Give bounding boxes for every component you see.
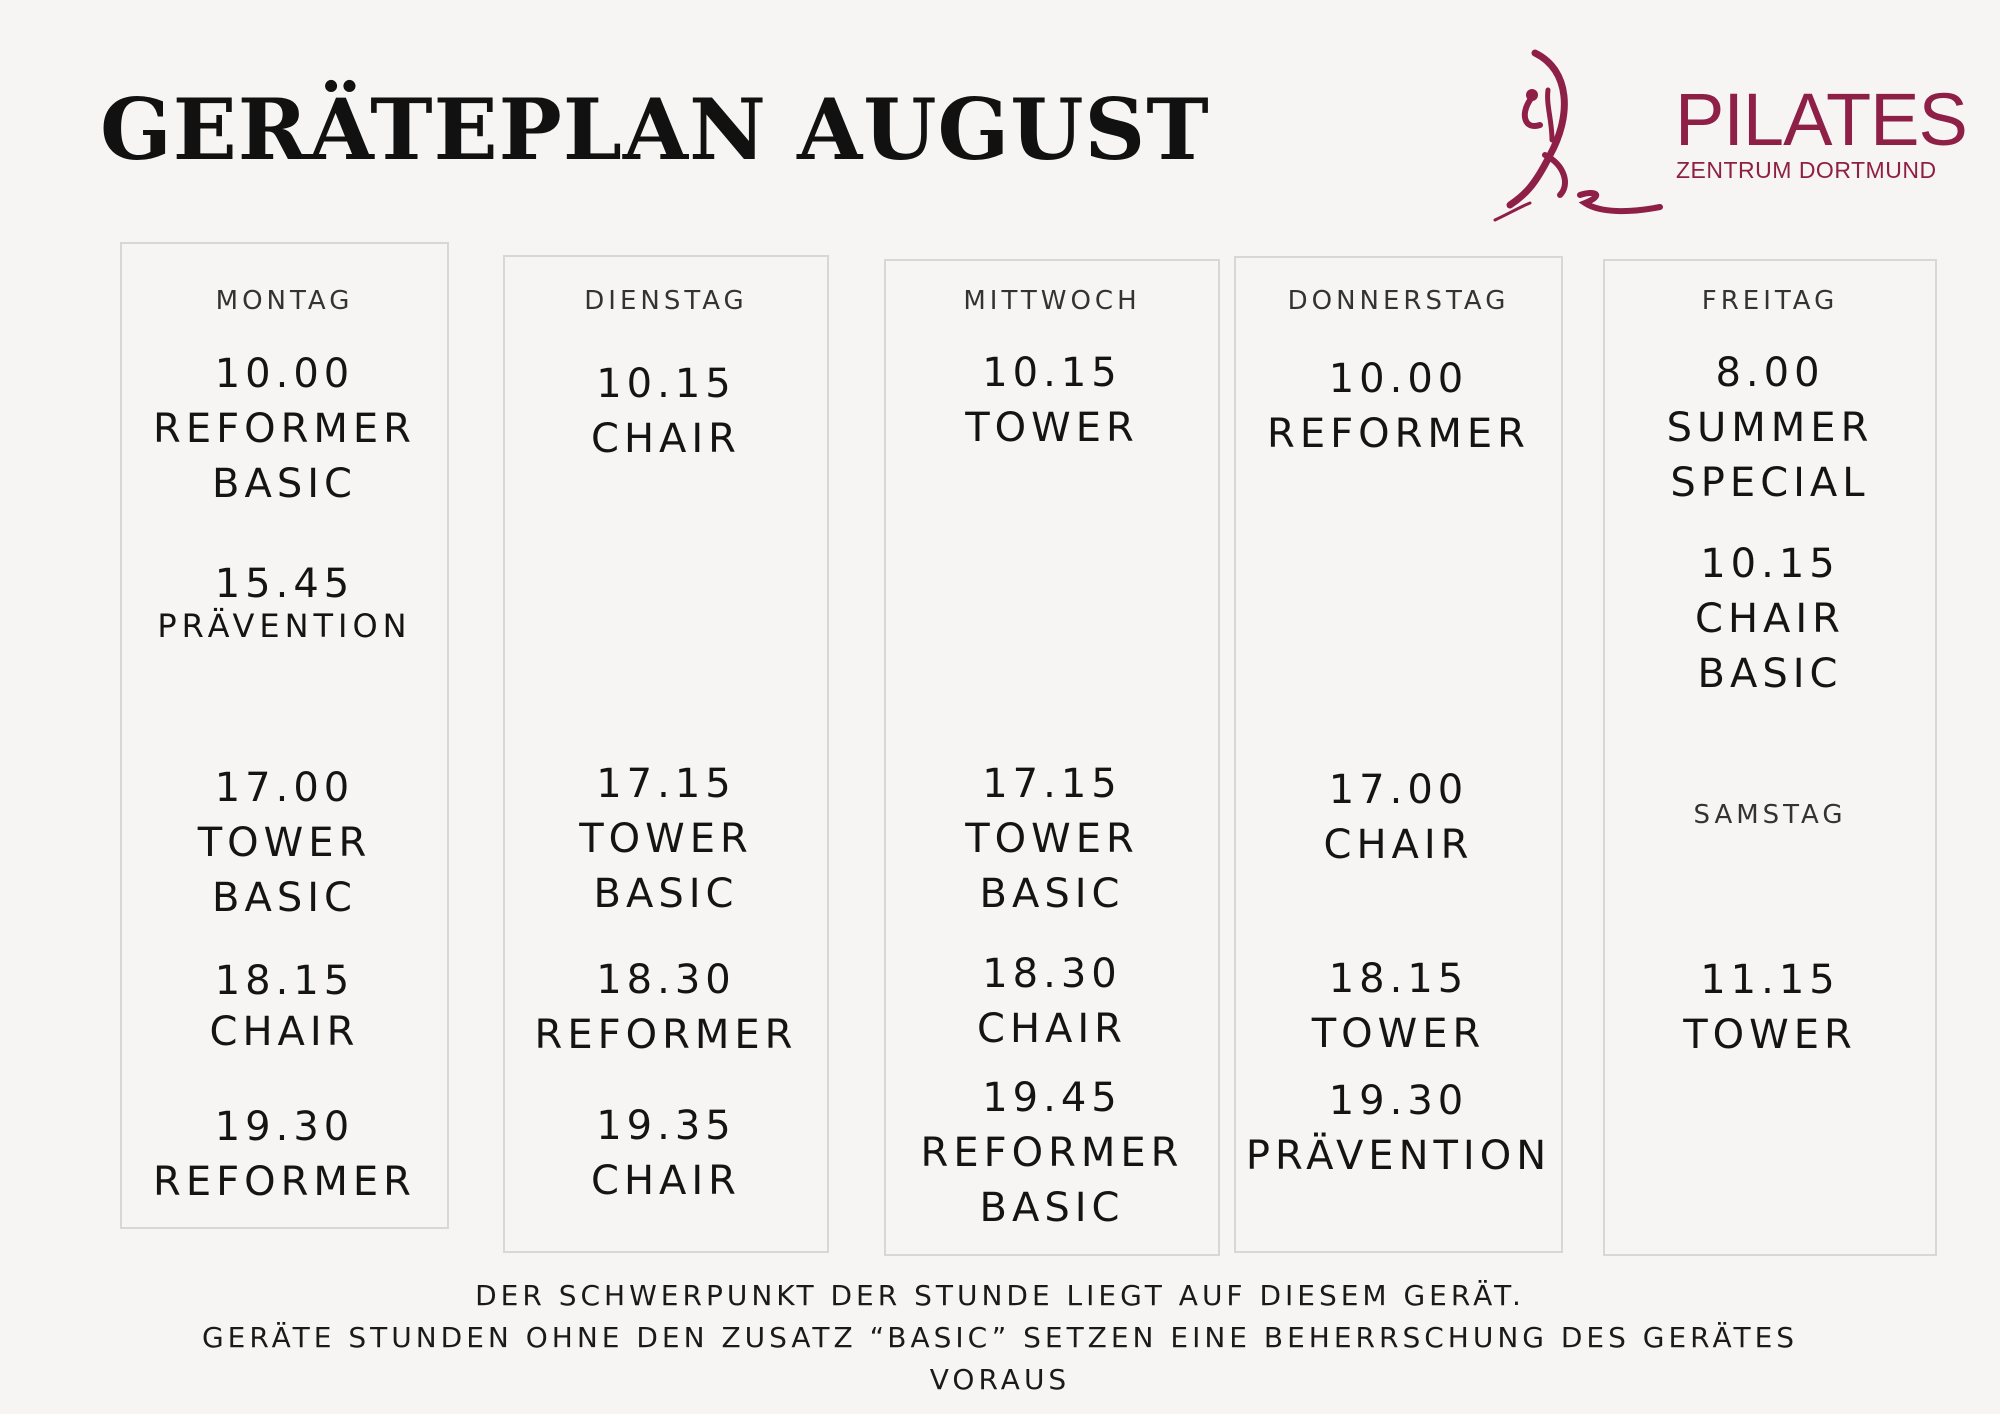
class-entry [505,357,827,467]
page-title: GERÄTEPLAN AUGUST [100,80,1210,179]
class-entry [1605,346,1935,511]
day-label-donnerstag: DONNERSTAG [1287,286,1510,316]
pilates-logo [1490,45,1967,225]
class-entry [505,953,827,1063]
class-name: SUMMER [1666,405,1874,451]
class-level: BASIC [979,871,1125,917]
class-entry [122,557,447,648]
class-name: PRÄVENTION [157,607,412,645]
class-name: CHAIR [1323,822,1474,868]
class-name: REFORMER [153,1159,416,1205]
class-name: TOWER [965,816,1139,862]
class-name: TOWER [1311,1011,1486,1057]
day-label-montag: MONTAG [215,286,354,316]
class-entry [1605,953,1935,1063]
class-name: CHAIR [591,416,741,462]
class-time: 17.00 [214,765,355,811]
class-name: REFORMER [534,1012,798,1058]
class-time: 8.00 [1715,350,1825,396]
class-time: 18.30 [982,951,1122,997]
class-name: REFORMER [1267,411,1530,457]
class-time: 11.15 [1700,957,1840,1003]
day-label-dienstag: DIENSTAG [584,286,748,316]
day-label-freitag: FREITAG [1701,286,1839,316]
class-time: 19.35 [596,1103,736,1149]
day-column-donnerstag [1234,256,1563,1253]
class-time: 17.15 [982,761,1122,807]
class-entry [122,1100,447,1210]
class-time: 10.00 [1328,356,1469,402]
class-time: 19.30 [1328,1078,1469,1124]
class-entry [122,954,447,1060]
class-entry [1236,352,1561,462]
footer-line: VORAUS [929,1363,1071,1396]
class-name: TOWER [579,816,753,862]
class-level: BASIC [593,871,739,917]
class-time: 18.30 [596,957,736,1003]
class-name: CHAIR [591,1158,741,1204]
logo-name: PILATES [1675,78,1967,161]
class-time: 10.15 [596,361,736,407]
class-name: REFORMER [920,1130,1184,1176]
class-time: 17.00 [1328,767,1469,813]
class-name: CHAIR [209,1009,360,1055]
class-name: TOWER [1683,1012,1857,1058]
class-entry [886,346,1218,456]
class-time: 17.15 [596,761,736,807]
class-entry [505,1099,827,1209]
class-level: BASIC [979,1185,1125,1231]
class-level: BASIC [1697,651,1843,697]
class-name: TOWER [197,820,372,866]
class-entry [1605,537,1935,702]
class-name: PRÄVENTION [1245,1133,1552,1179]
class-name: REFORMER [153,406,416,452]
class-entry [122,347,447,512]
footer-line: GERÄTE STUNDEN OHNE DEN ZUSATZ “BASIC” SETZEN EINE BEHERRSCHUNG DES GERÄTES [201,1321,1799,1354]
class-time: 19.45 [982,1075,1122,1121]
day-column-freitag-samstag [1603,259,1937,1256]
class-entry [886,1071,1218,1236]
class-entry [886,947,1218,1057]
class-time: 15.45 [214,561,355,607]
class-entry [1236,1074,1561,1184]
pilates-figure-icon [1490,45,1670,225]
class-time: 10.15 [1700,541,1840,587]
class-level: BASIC [212,461,357,507]
day-column-montag [120,242,449,1229]
class-entry [886,757,1218,922]
class-name: CHAIR [1695,596,1845,642]
class-time: 10.00 [214,351,355,397]
day-label-samstag: SAMSTAG [1693,800,1847,830]
class-level: BASIC [212,875,357,921]
class-entry [122,761,447,926]
class-name: TOWER [965,405,1139,451]
class-time: 19.30 [214,1104,355,1150]
class-name: CHAIR [977,1006,1127,1052]
day-column-mittwoch [884,259,1220,1256]
footer-note [0,1275,2000,1401]
day-label-mittwoch: MITTWOCH [963,286,1141,316]
class-entry [505,757,827,922]
day-column-dienstag [503,255,829,1253]
class-name: SPECIAL [1670,460,1870,506]
footer-line: DER SCHWERPUNKT DER STUNDE LIEGT AUF DIESEM GERÄT. [475,1279,1525,1312]
class-entry [1236,952,1561,1062]
class-time: 10.15 [982,350,1122,396]
logo-subtitle: ZENTRUM DORTMUND [1676,157,1937,183]
class-time: 18.15 [1328,956,1469,1002]
class-entry [1236,763,1561,873]
class-time: 18.15 [214,958,355,1004]
